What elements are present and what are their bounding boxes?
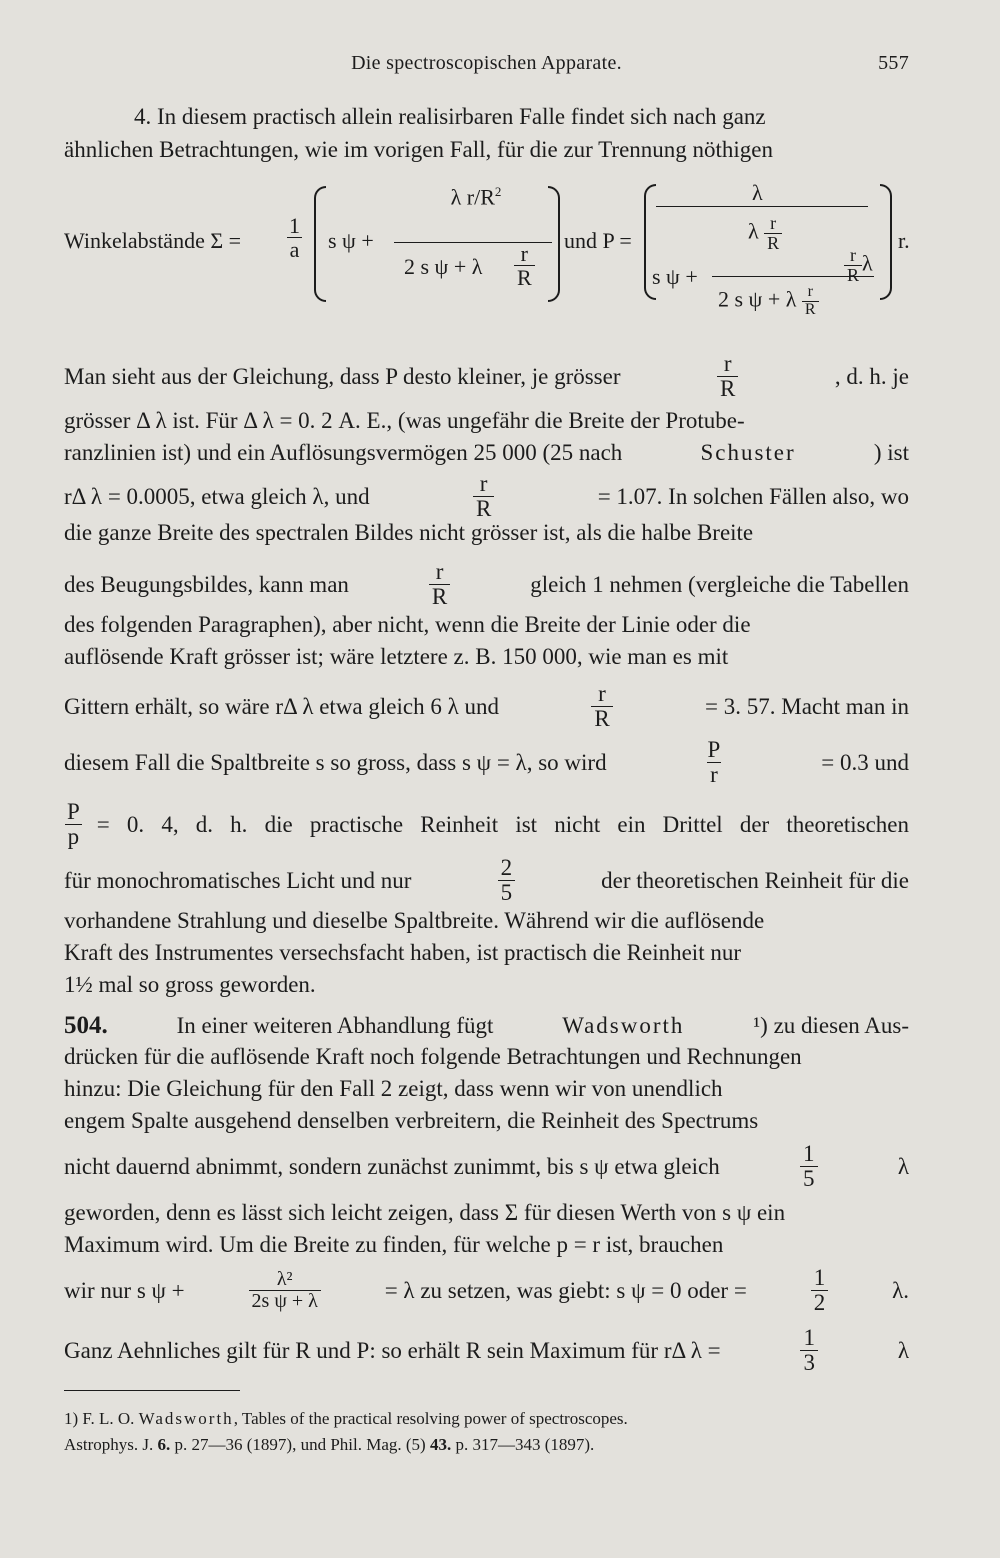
text-line bbox=[64, 1232, 909, 1258]
numerator-expr: λ r/R bbox=[450, 184, 495, 210]
frac-num: 1 bbox=[803, 1325, 815, 1350]
inner-den-text: 2 s ψ + λ bbox=[718, 286, 797, 312]
text-line bbox=[64, 612, 909, 638]
text-span: des Beugungsbildes, kann man bbox=[64, 571, 349, 597]
footnote-line bbox=[64, 1432, 914, 1458]
page-number: 557 bbox=[878, 52, 909, 74]
footnote bbox=[64, 1406, 914, 1458]
author-name: Schuster bbox=[700, 440, 796, 465]
volume-number: 6. bbox=[157, 1435, 171, 1454]
denominator-expr: 2 s ψ + λ bbox=[404, 254, 483, 279]
text-span: p. 27—36 (1897), und Phil. Mag. (5) bbox=[174, 1435, 426, 1454]
frac-num: P bbox=[67, 799, 80, 824]
text-line bbox=[64, 1012, 909, 1040]
frac-den: R bbox=[591, 706, 612, 731]
text-span: drücken für die auflösende Kraft noch folgende Betrachtungen und Rechnungen bbox=[64, 1044, 802, 1069]
text-span: nicht dauernd abnimmt, sondern zunächst zunimmt, bis s ψ etwa gleich bbox=[64, 1153, 720, 1179]
frac-den: p bbox=[65, 824, 83, 849]
text-span: Man sieht aus der Gleichung, dass P desto kleiner, je grösser bbox=[64, 363, 621, 389]
frac-den: 2 bbox=[811, 1290, 829, 1315]
text-span: = 3. 57. Macht man in bbox=[705, 693, 909, 719]
frac-den: R bbox=[429, 584, 450, 609]
fraction-bar bbox=[656, 206, 868, 207]
text-span: , d. h. je bbox=[834, 363, 909, 389]
text-line bbox=[64, 856, 909, 905]
und-P: und P = bbox=[564, 228, 632, 253]
text-span: p. 317—343 (1897). bbox=[455, 1435, 595, 1454]
text-span: diesem Fall die Spaltbreite s so gross, dass s ψ = λ, so wird bbox=[64, 749, 607, 775]
text-span: des folgenden Paragraphen), aber nicht, wenn die Breite der Linie oder die bbox=[64, 612, 751, 637]
text-span: vorhandene Strahlung und dieselbe Spaltbreite. Während wir die auflösende bbox=[64, 908, 765, 933]
paragraph-4-intro bbox=[64, 100, 909, 166]
text-span: hinzu: Die Gleichung für den Fall 2 zeigt, dass wenn wir von unendlich bbox=[64, 1076, 723, 1101]
lambda-sym: λ bbox=[748, 218, 759, 244]
text-span: λ bbox=[897, 1153, 909, 1179]
author-name: Wadsworth bbox=[562, 1013, 685, 1038]
formula-label: Winkelabstände Σ = bbox=[64, 228, 242, 253]
text-line bbox=[64, 520, 909, 546]
text-span: = 0. 4, d. h. die practische Reinheit ist nicht ein Drittel der theoretischen bbox=[96, 811, 909, 837]
text-line bbox=[64, 408, 909, 434]
frac-den: R bbox=[764, 233, 782, 253]
text-line bbox=[64, 1142, 909, 1191]
text-span: = 0.3 und bbox=[821, 749, 909, 775]
frac-num: r bbox=[850, 245, 856, 265]
text-span: 1½ mal so gross geworden. bbox=[64, 972, 316, 997]
text-span: ranzlinien ist) und ein Auflösungsvermögen 25 000 (25 nach bbox=[64, 440, 623, 465]
s-psi-plus-inner: s ψ + bbox=[652, 264, 698, 289]
frac-num: r bbox=[598, 681, 606, 706]
text-span: Maximum wird. Um die Breite zu finden, für welche p = r ist, brauchen bbox=[64, 1232, 724, 1257]
exponent: 2 bbox=[494, 184, 502, 199]
text-line bbox=[64, 1044, 909, 1070]
frac-num: 1 bbox=[803, 1141, 815, 1166]
text-line: ähnlichen Betrachtungen, wie im vorigen Fall, für die zur Trennung nöthigen bbox=[64, 137, 774, 162]
text-span: 1) F. L. O. bbox=[64, 1409, 135, 1428]
text-line bbox=[64, 560, 909, 609]
lambda-sym: λ bbox=[862, 250, 873, 276]
frac-den: 2s ψ + λ bbox=[249, 1290, 321, 1312]
footnote-rule bbox=[64, 1390, 240, 1391]
frac-den: R bbox=[717, 376, 738, 401]
frac-den: 5 bbox=[498, 880, 516, 905]
text-line bbox=[64, 682, 909, 731]
footnote-line bbox=[64, 1406, 914, 1432]
author-name: Wadsworth bbox=[138, 1409, 234, 1428]
frac-den: a bbox=[287, 237, 303, 261]
text-line bbox=[64, 352, 909, 401]
frac-num: 1 bbox=[813, 1265, 826, 1290]
frac-den: 5 bbox=[800, 1166, 818, 1191]
text-line bbox=[64, 1266, 909, 1315]
text-line bbox=[64, 440, 909, 466]
text-span: Kraft des Instrumentes versechsfacht haben, ist practisch die Reinheit nur bbox=[64, 940, 741, 965]
lambda-r-over-R bbox=[748, 214, 782, 253]
text-line bbox=[64, 644, 909, 670]
r-over-R-lambda bbox=[844, 246, 873, 285]
text-span: , Tables of the practical resolving power of spectroscopes. bbox=[233, 1409, 628, 1428]
s-psi-plus: s ψ + bbox=[328, 228, 374, 253]
text-span: rΔ λ = 0.0005, etwa gleich λ, und bbox=[64, 483, 370, 509]
text-span: Ganz Aehnliches gilt für R und P: so erhält R sein Maximum für rΔ λ = bbox=[64, 1337, 721, 1363]
frac-num: r bbox=[723, 351, 732, 376]
text-line bbox=[64, 738, 909, 787]
text-line bbox=[64, 972, 909, 998]
frac-num: 1 bbox=[289, 213, 300, 238]
text-span: ) ist bbox=[873, 440, 909, 465]
formula-end: r. bbox=[898, 228, 910, 253]
text-span: gleich 1 nehmen (vergleiche die Tabellen bbox=[530, 571, 909, 597]
frac-num: r bbox=[479, 471, 488, 496]
text-span: λ. bbox=[892, 1277, 909, 1303]
left-brace bbox=[314, 186, 326, 302]
frac-num: r bbox=[435, 559, 444, 584]
frac-den: R bbox=[844, 265, 862, 285]
text-span: der theoretischen Reinheit für die bbox=[601, 867, 909, 893]
text-span: = 1.07. In solchen Fällen also, wo bbox=[597, 483, 909, 509]
frac-den: 3 bbox=[800, 1350, 818, 1375]
running-title: Die spectroscopischen Apparate. bbox=[351, 52, 622, 74]
text-line bbox=[64, 1076, 909, 1102]
frac-num: r bbox=[520, 241, 528, 266]
text-line bbox=[64, 472, 909, 521]
text-span: = λ zu setzen, was giebt: s ψ = 0 oder = bbox=[384, 1277, 747, 1303]
fraction-1-over-a bbox=[286, 214, 303, 261]
text-span: auflösende Kraft grösser ist; wäre letztere z. B. 150 000, wie man es mit bbox=[64, 644, 729, 669]
frac-num: r bbox=[807, 283, 813, 300]
text-line bbox=[64, 1108, 909, 1134]
frac-num: λ² bbox=[276, 1268, 293, 1291]
frac-num: r bbox=[770, 213, 777, 233]
frac-num: P bbox=[707, 737, 721, 762]
text-span: engem Spalte ausgehend denselben verbreitern, die Reinheit des Spectrums bbox=[64, 1108, 759, 1133]
lambda-r-over-R-squared bbox=[400, 184, 552, 210]
text-line bbox=[64, 940, 909, 966]
text-span: die ganze Breite des spectralen Bildes nicht grösser ist, als die halbe Breite bbox=[64, 520, 754, 545]
frac-den: R bbox=[473, 496, 494, 521]
fraction-r-over-R bbox=[514, 242, 535, 289]
frac-den: r bbox=[707, 762, 721, 787]
text-line bbox=[64, 1200, 909, 1226]
text-span: Gittern erhält, so wäre rΔ λ etwa gleich 6 λ und bbox=[64, 693, 499, 719]
frac-den: R bbox=[514, 265, 535, 289]
text-span: wir nur s ψ + bbox=[64, 1277, 185, 1303]
formula-winkelabstaende bbox=[64, 180, 914, 320]
frac-den: R bbox=[802, 301, 819, 319]
text-span: ¹) zu diesen Aus- bbox=[753, 1013, 909, 1038]
text-span: grösser Δ λ ist. Für Δ λ = 0. 2 A. E., (was ungefähr die Breite der Protube- bbox=[64, 408, 745, 433]
text-line bbox=[64, 800, 909, 849]
text-span: geworden, denn es lässt sich leicht zeigen, dass Σ für diesen Werth von s ψ ein bbox=[64, 1200, 786, 1225]
frac-num: 2 bbox=[500, 855, 513, 880]
right-brace bbox=[548, 186, 560, 302]
text-line bbox=[64, 1326, 909, 1375]
text-span: Astrophys. J. bbox=[64, 1435, 154, 1454]
lambda-top: λ bbox=[752, 180, 763, 205]
right-brace bbox=[880, 184, 892, 300]
text-span: für monochromatisches Licht und nur bbox=[64, 867, 412, 893]
section-number: 504. bbox=[64, 1012, 108, 1039]
inner-denominator bbox=[718, 284, 819, 319]
volume-number: 43. bbox=[429, 1435, 452, 1454]
running-header bbox=[64, 52, 909, 82]
text-span: In einer weiteren Abhandlung fügt bbox=[176, 1013, 494, 1038]
text-line: 4. In diesem practisch allein realisirbaren Falle findet sich nach ganz bbox=[134, 104, 766, 129]
text-line bbox=[64, 908, 909, 934]
text-span: λ bbox=[897, 1337, 909, 1363]
